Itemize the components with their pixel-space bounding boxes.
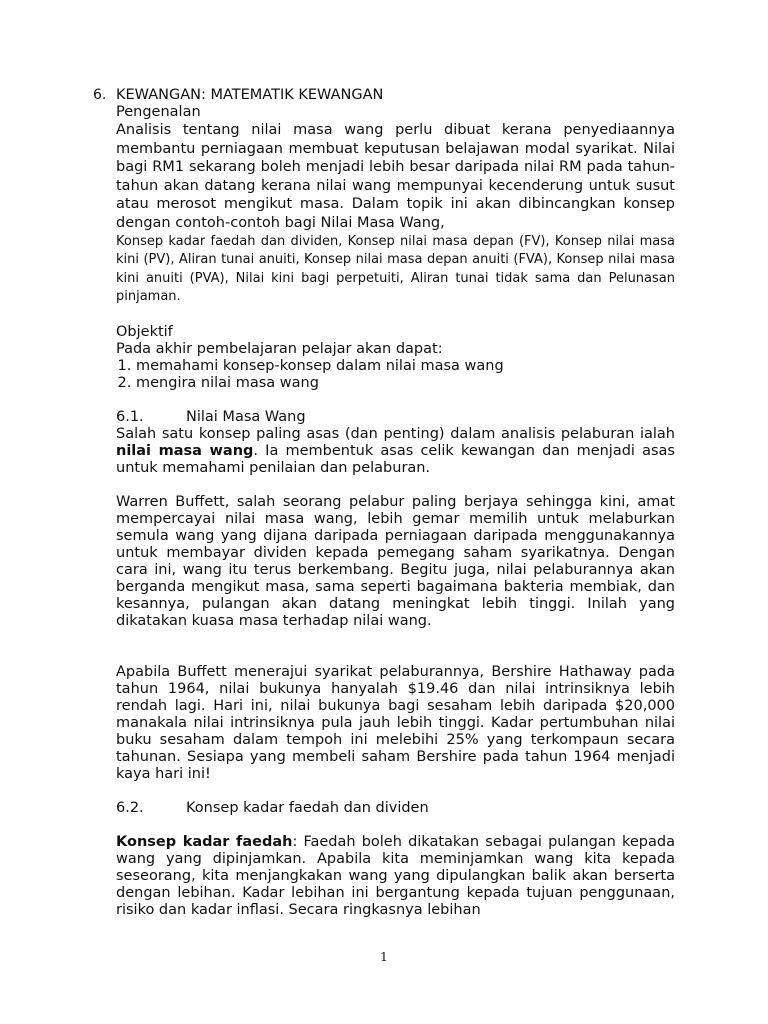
paragraph-text: Warren Buffett, salah seorang pelabur paling berjaya sehingga kini, amat mempercayai nilai masa wang, lebih gemar memilih untuk melaburkan semula wang yang dijana daripada perniagaan daripada menggunakannya untuk membayar dividen kepada pemegang saham syarikatnya. Dengan cara ini, wang itu terus berkembang. Begitu juga, nilai pelaburannya akan berganda mengikut masa, sama seperti bagaimana bakteria membiak, dan kesannya, pulangan akan datang meningkat lebih tinggi. Inilah yang dikatakan kuasa masa terhadap nilai wang. bbox=[116, 494, 675, 629]
section-number: 6.1. bbox=[116, 409, 144, 425]
intro-paragraph bbox=[116, 121, 675, 307]
list-item: 1. memahami konsep-konsep dalam nilai masa wang bbox=[136, 358, 675, 375]
section-6-1-paragraph-3 bbox=[116, 664, 675, 783]
bold-term: nilai masa wang bbox=[116, 443, 254, 459]
objectives-subheading: Objektif bbox=[116, 324, 173, 340]
section-title: Nilai Masa Wang bbox=[186, 409, 306, 425]
bold-term: Konsep kadar faedah bbox=[116, 834, 293, 850]
section-6-2-heading bbox=[116, 800, 675, 817]
section-title: Konsep kadar faedah dan dividen bbox=[186, 800, 429, 816]
chapter-title: KEWANGAN: MATEMATIK KEWANGAN bbox=[116, 87, 384, 103]
intro-subheading: Pengenalan bbox=[116, 104, 201, 120]
paragraph-text: . Ia membentuk asas celik kewangan dan menjadi asas untuk memahami penilaian dan pelaburan. bbox=[116, 443, 675, 476]
section-6-1-heading bbox=[116, 409, 675, 426]
intro-text-large: Analisis tentang nilai masa wang perlu dibuat kerana penyediaannya membantu perniagaan membuat keputusan belajawan modal syarikat. Nilai bagi RM1 sekarang boleh menjadi lebih besar daripada nilai RM pada tahun-tahun akan datang kerana nilai wang mempunyai kecenderung untuk susut atau merosot mengikut masa. Dalam topik ini akan dibincangkan konsep dengan contoh-contoh bagi Nilai Masa Wang, bbox=[116, 122, 675, 231]
section-6-2-paragraph-1 bbox=[116, 834, 675, 919]
section-6-1-paragraph-1 bbox=[116, 426, 675, 477]
chapter-number: 6. bbox=[93, 87, 107, 103]
paragraph-text: Apabila Buffett menerajui syarikat pelaburannya, Bershire Hathaway pada tahun 1964, nilai bukunya hanyalah $19.46 dan nilai intrinsiknya lebih rendah lagi. Hari ini, nilai bukunya bagi sesaham lebih daripada $20,000 manakala nilai intrinsiknya pula jauh lebih tinggi. Kadar pertumbuhan nilai buku sesaham dalam tempoh ini melebihi 25% yang terkompaun secara tahunan. Sesiapa yang membeli saham Bershire pada tahun 1964 menjadi kaya hari ini! bbox=[116, 664, 675, 782]
list-item: 2. mengira nilai masa wang bbox=[136, 375, 675, 392]
paragraph-text: Salah satu konsep paling asas (dan penting) dalam analisis pelaburan ialah bbox=[116, 426, 675, 442]
section-6-1-paragraph-2 bbox=[116, 494, 675, 630]
page-number: 1 bbox=[380, 950, 388, 964]
section-number: 6.2. bbox=[116, 800, 144, 816]
paragraph-text: : Faedah boleh dikatakan sebagai pulangan kepada wang yang dipinjamkan. Apabila kita meminjamkan wang kita kepada seseorang, kita menjangkakan wang yang dipulangkan balik akan berserta dengan lebihan. Kadar lebihan ini bergantung kepada tujuan penggunaan, risiko dan kadar inflasi. Secara ringkasnya lebihan bbox=[116, 834, 675, 918]
objectives-list bbox=[116, 358, 675, 392]
objectives-lead: Pada akhir pembelajaran pelajar akan dapat: bbox=[116, 341, 443, 357]
intro-text-small: Konsep kadar faedah dan dividen, Konsep nilai masa depan (FV), Konsep nilai masa kini (PV), Aliran tunai anuiti, Konsep nilai masa depan anuiti (FVA), Konsep nilai masa kini anuiti (PVA), Nilai kini bagi perpetuiti, Aliran tunai tidak sama dan Pelunasan pinjaman. bbox=[116, 233, 675, 305]
